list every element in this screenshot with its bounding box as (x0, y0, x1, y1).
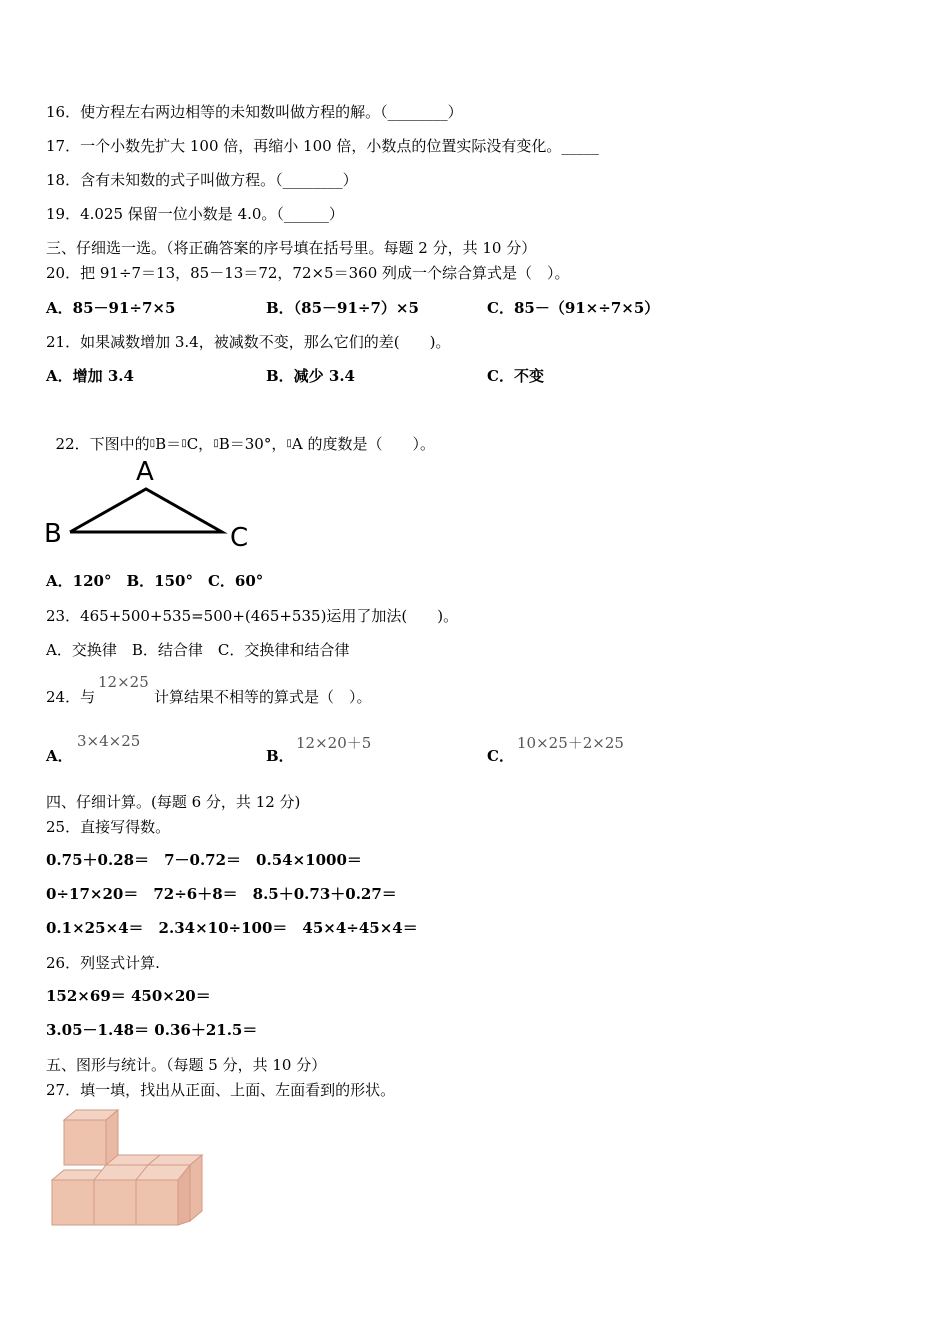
vertex-a-label: A (136, 457, 154, 487)
q22-text-1: 22．下图中的 (55, 435, 150, 453)
missing-glyph-icon: ▯ (213, 438, 219, 449)
cube-side-face (190, 1155, 202, 1221)
section-4-heading: 四、仔细计算。(每题 6 分，共 12 分) (46, 793, 301, 811)
question-23: 23．465+500+535=500+(465+535)运用了加法( )。 (46, 607, 459, 625)
cube-front-face (52, 1180, 94, 1225)
q25-row-3: 0.1×25×4＝ 2.34×10÷100＝ 45×4÷45×4＝ (46, 919, 418, 937)
q23-options: A．交换律 B．结合律 C．交换律和结合律 (46, 641, 350, 659)
section-5-heading: 五、图形与统计。（每题 5 分，共 10 分） (46, 1056, 327, 1074)
question-24-prefix: 24．与 (46, 688, 96, 706)
question-19: 19．4.025 保留一位小数是 4.0。（______） (46, 205, 344, 223)
q25-row-1: 0.75＋0.28＝ 7－0.72＝ 0.54×1000＝ (46, 851, 362, 869)
cube-stack-group (52, 1110, 202, 1225)
cube-front-face (136, 1180, 178, 1225)
missing-glyph-icon: ▯ (181, 438, 187, 449)
vertex-b-label: B (44, 519, 62, 549)
question-22 (46, 414, 435, 454)
section-3-heading: 三、仔细选一选。（将正确答案的序号填在括号里。每题 2 分，共 10 分） (46, 239, 537, 257)
q21-option-b: B．减少 3.4 (266, 367, 355, 385)
missing-glyph-icon: ▯ (149, 438, 156, 449)
question-16: 16．使方程左右两边相等的未知数叫做方程的解。（________） (46, 103, 463, 121)
q24-formula: 12×25 (98, 673, 149, 691)
question-21: 21．如果减数增加 3.4，被减数不变，那么它们的差( )。 (46, 333, 451, 351)
question-18: 18．含有未知数的式子叫做方程。（________） (46, 171, 358, 189)
q24-option-a-label: A． (46, 747, 73, 765)
q20-option-a: A．85－91÷7×5 (46, 299, 176, 317)
q20-option-b: B．（85－91÷7）×5 (266, 299, 419, 317)
cube-front-face (94, 1180, 136, 1225)
q22-text-4: B＝30°， (218, 435, 287, 453)
triangle-shape (70, 489, 222, 532)
q26-row-1: 152×69＝ 450×20＝ (46, 987, 211, 1005)
q26-row-2: 3.05－1.48＝ 0.36＋21.5＝ (46, 1021, 258, 1039)
vertex-c-label: C (230, 523, 249, 553)
q21-option-a: A．增加 3.4 (46, 367, 134, 385)
question-20: 20．把 91÷7＝13，85－13＝72，72×5＝360 列成一个综合算式是（ ）。 (46, 264, 570, 282)
question-27: 27．填一填，找出从正面、上面、左面看到的形状。 (46, 1081, 396, 1099)
cube-stack-figure (44, 1108, 214, 1233)
q22-text-3: C， (186, 435, 214, 453)
missing-glyph-icon: ▯ (286, 438, 292, 449)
q22-text-2: B＝ (155, 435, 182, 453)
q22-text-5: A 的度数是（ ）。 (291, 435, 435, 453)
q24-option-b-label: B． (266, 747, 294, 765)
q21-option-c: C．不变 (487, 367, 544, 385)
q22-options: A．120° B．150° C．60° (46, 572, 264, 590)
q24-option-a-formula: 3×4×25 (77, 732, 141, 750)
question-17: 17．一个小数先扩大 100 倍，再缩小 100 倍，小数点的位置实际没有变化。_____ (46, 137, 599, 155)
q24-option-b-formula: 12×20＋5 (296, 734, 372, 752)
q20-option-c: C．85－（91×÷7×5） (487, 299, 660, 317)
question-24-suffix: 计算结果不相等的算式是（ ）。 (154, 688, 372, 706)
triangle-figure (40, 455, 260, 555)
question-26: 26．列竖式计算. (46, 954, 160, 972)
cube-front-face (64, 1120, 106, 1165)
q24-option-c-formula: 10×25＋2×25 (517, 734, 624, 752)
q25-row-2: 0÷17×20＝ 72÷6＋8＝ 8.5＋0.73＋0.27＝ (46, 885, 397, 903)
q24-option-c-label: C． (487, 747, 514, 765)
question-25: 25．直接写得数。 (46, 818, 171, 836)
